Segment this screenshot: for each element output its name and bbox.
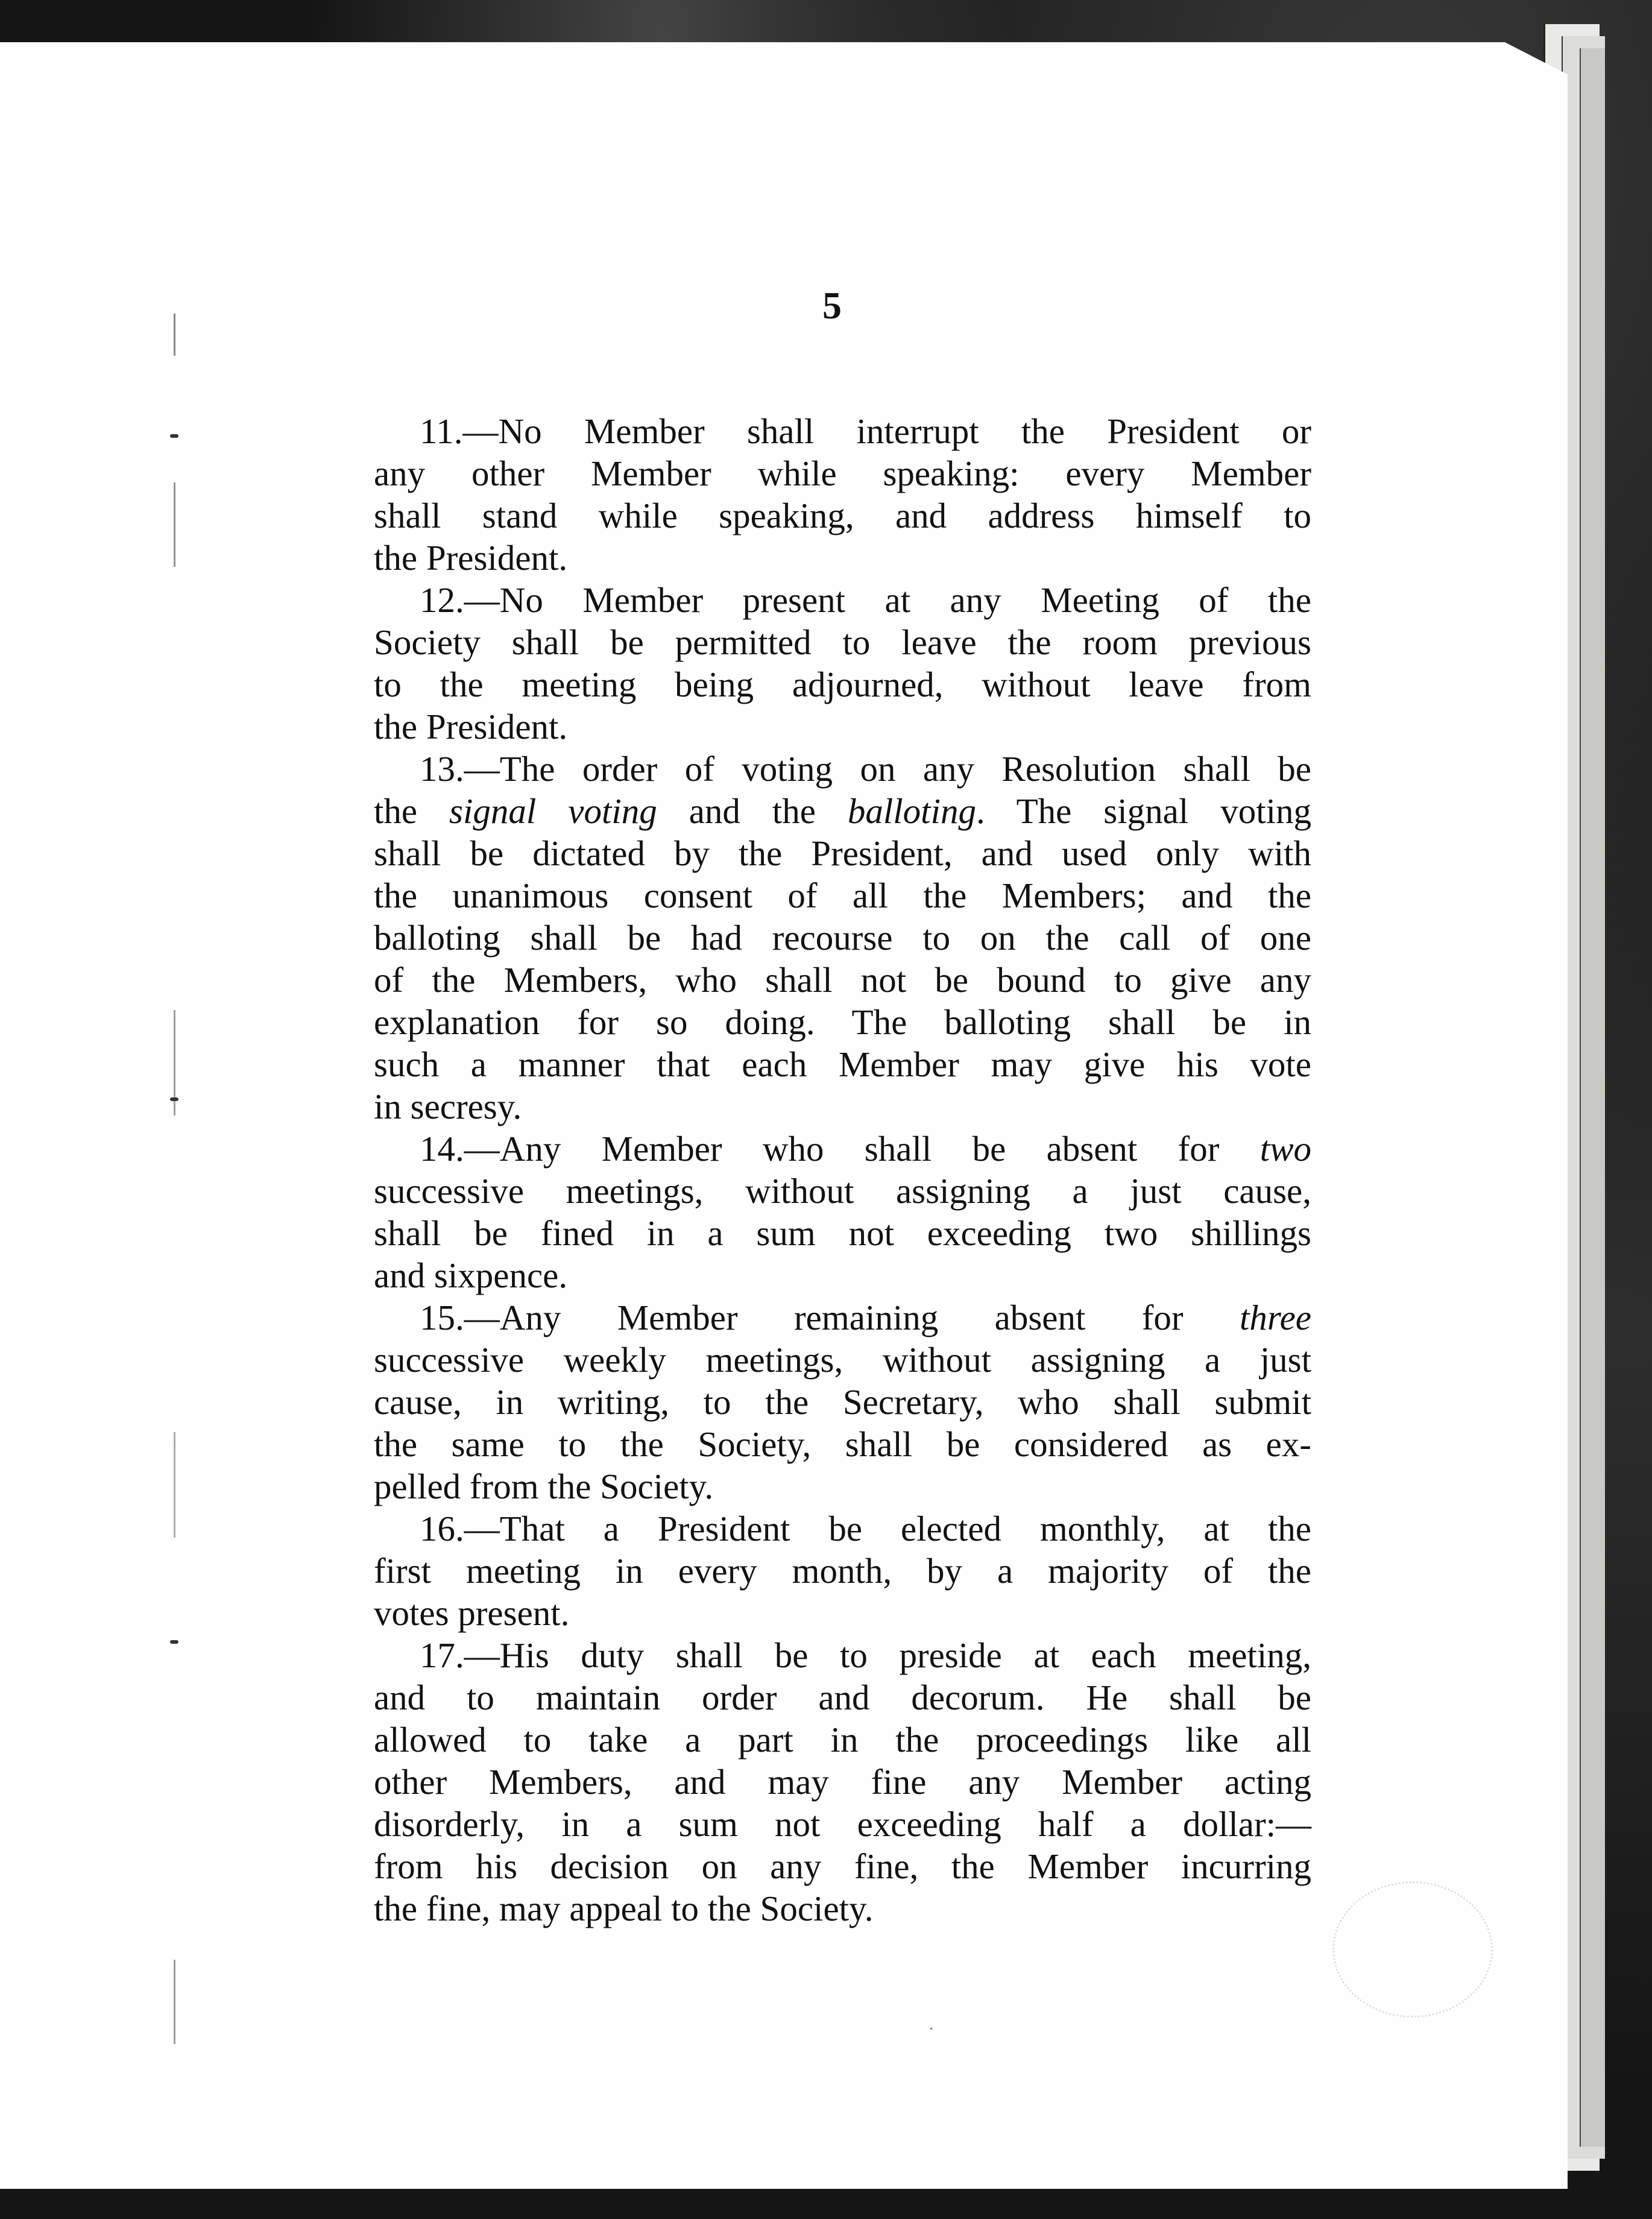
- text-line: 14.—Any Member who shall be absent for two: [420, 1129, 1311, 1169]
- gutter-fold-line: [174, 60, 175, 2171]
- text-line: and to maintain order and decorum. He shall be: [374, 1678, 1311, 1717]
- text-line: in secresy.: [374, 1087, 522, 1126]
- text-line: 16.—That a President be elected monthly, at the: [420, 1509, 1311, 1548]
- text-line: to the meeting being adjourned, without leave from: [374, 664, 1311, 704]
- binding-gutter: [163, 60, 187, 2171]
- rule-paragraph: [374, 579, 1311, 748]
- text-line: and sixpence.: [374, 1255, 568, 1295]
- text-line: shall be fined in a sum not exceeding two shillings: [374, 1213, 1311, 1253]
- text-line: 13.—The order of voting on any Resolution shall be: [420, 749, 1311, 789]
- text-line: 15.—Any Member remaining absent for three: [420, 1298, 1311, 1337]
- text-line: shall stand while speaking, and address himself to: [374, 496, 1311, 535]
- rule-paragraph: [374, 1507, 1311, 1634]
- text-line: the same to the Society, shall be considered as ex-: [374, 1424, 1311, 1464]
- text-line: any other Member while speaking: every Member: [374, 453, 1311, 493]
- binding-stitch: [170, 434, 178, 438]
- page-number: 5: [822, 284, 842, 327]
- rule-paragraph: [374, 410, 1311, 579]
- text-line: pelled from the Society.: [374, 1466, 714, 1506]
- ink-mark: ·: [928, 2020, 935, 2039]
- text-line: the President.: [374, 538, 568, 578]
- text-line: successive meetings, without assigning a just cause,: [374, 1171, 1311, 1211]
- text-line: successive weekly meetings, without assigning a just: [374, 1340, 1311, 1380]
- page-edge: [1580, 48, 1605, 2147]
- text-line: 17.—His duty shall be to preside at each meeting,: [420, 1635, 1311, 1675]
- text-line: the signal voting and the balloting. The signal voting: [374, 791, 1311, 831]
- text-line: Society shall be permitted to leave the room previous: [374, 622, 1311, 662]
- text-line: allowed to take a part in the proceedings like all: [374, 1720, 1311, 1760]
- text-line: shall be dictated by the President, and used only with: [374, 833, 1311, 873]
- text-line: 11.—No Member shall interrupt the President or: [420, 411, 1311, 451]
- text-line: from his decision on any fine, the Member incurring: [374, 1846, 1311, 1886]
- rule-paragraph: [374, 1296, 1311, 1507]
- text-line: first meeting in every month, by a majority of the: [374, 1551, 1311, 1591]
- text-line: of the Members, who shall not be bound to give any: [374, 960, 1311, 1000]
- text-line: the President.: [374, 707, 568, 747]
- text-line: votes present.: [374, 1593, 570, 1633]
- binding-stitch: [170, 1640, 178, 1644]
- text-line: explanation for so doing. The balloting shall be in: [374, 1002, 1311, 1042]
- text-line: disorderly, in a sum not exceeding half a dollar:—: [374, 1804, 1311, 1844]
- rule-paragraph: [374, 1634, 1311, 1930]
- binding-stitch: [170, 1097, 178, 1101]
- text-line: the fine, may appeal to the Society.: [374, 1889, 874, 1928]
- rule-paragraph: [374, 1128, 1311, 1296]
- rules-text: [374, 410, 1311, 1930]
- text-line: such a manner that each Member may give his vote: [374, 1044, 1311, 1084]
- text-line: the unanimous consent of all the Members; and the: [374, 876, 1311, 915]
- text-line: balloting shall be had recourse to on the call of one: [374, 918, 1311, 958]
- rule-paragraph: [374, 748, 1311, 1128]
- text-line: other Members, and may fine any Member acting: [374, 1762, 1311, 1802]
- text-line: 12.—No Member present at any Meeting of the: [420, 580, 1311, 620]
- text-line: cause, in writing, to the Secretary, who shall submit: [374, 1382, 1311, 1422]
- library-stamp: [1332, 1881, 1493, 2018]
